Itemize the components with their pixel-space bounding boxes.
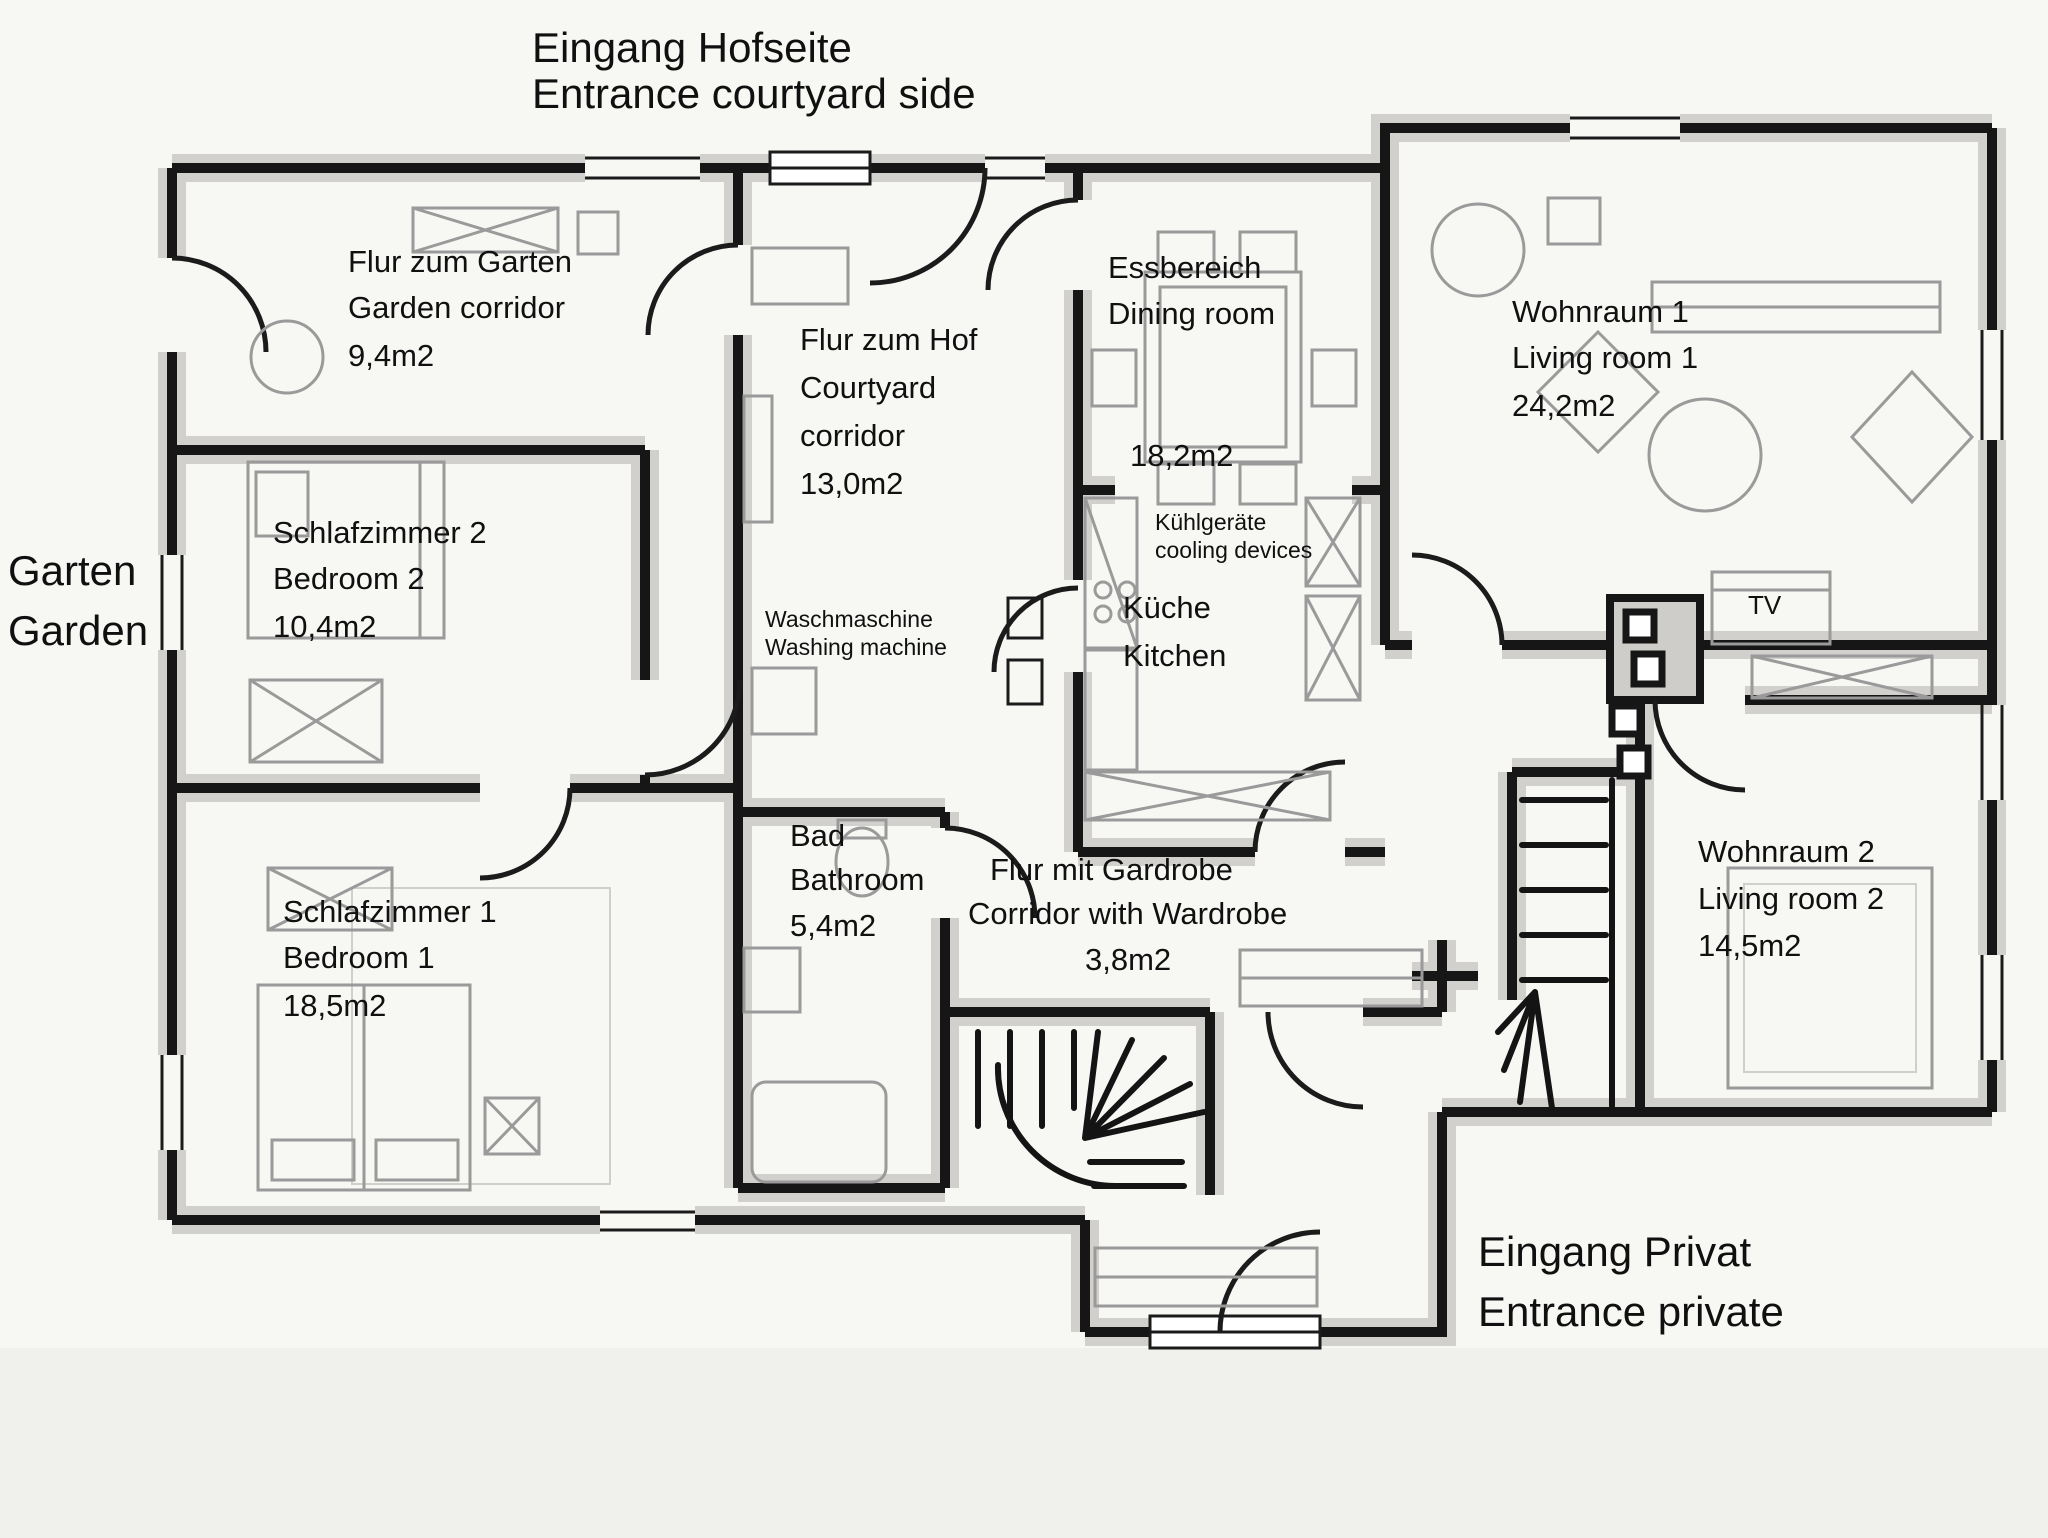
room-area-wardrobe-corridor: 3,8m2 — [1085, 942, 1172, 977]
room-label-wardrobe-corridor-en: Corridor with Wardrobe — [968, 896, 1288, 931]
room-label-wardrobe-corridor-de: Flur mit Gardrobe — [990, 852, 1233, 887]
label-garden-de: Garten — [8, 547, 137, 594]
scan-bottom-margin — [0, 1348, 2048, 1538]
room-label-living-room-2-en: Living room 2 — [1698, 881, 1885, 916]
annotation-cooling-devices-de: Kühlgeräte — [1155, 509, 1267, 535]
entrance-private-door — [1150, 1332, 1320, 1348]
room-label-bedroom-1-en: Bedroom 1 — [283, 940, 435, 975]
title-entrance-courtyard-de: Eingang Hofseite — [532, 24, 852, 71]
entrance-private-door — [1150, 1316, 1320, 1332]
entrance-courtyard-door — [770, 152, 870, 168]
room-label-bedroom-2-de: Schlafzimmer 2 — [273, 515, 487, 550]
annotation-cooling-devices-en: cooling devices — [1155, 537, 1313, 563]
room-label-dining-en: Dining room — [1108, 296, 1276, 331]
annotation-washing-machine-en: Washing machine — [765, 634, 947, 660]
room-area-living-room-2: 14,5m2 — [1698, 928, 1802, 963]
room-label-living-room-1-de: Wohnraum 1 — [1512, 294, 1689, 329]
room-label-living-room-1-en: Living room 1 — [1512, 340, 1699, 375]
room-area-bedroom-2: 10,4m2 — [273, 609, 377, 644]
label-entrance-private-de: Eingang Privat — [1478, 1228, 1752, 1275]
room-label-kitchen-en: Kitchen — [1123, 638, 1227, 673]
room-area-bathroom: 5,4m2 — [790, 908, 877, 943]
room-area-living-room-1: 24,2m2 — [1512, 388, 1616, 423]
entrance-courtyard-door — [770, 168, 870, 184]
room-label-bathroom-en: Bathroom — [790, 862, 925, 897]
room-label-courtyard-corridor-de: Flur zum Hof — [800, 322, 978, 357]
room-label-living-room-2-de: Wohnraum 2 — [1698, 834, 1875, 869]
room-label-bathroom-de: Bad — [790, 818, 846, 853]
room-area-courtyard-corridor: 13,0m2 — [800, 466, 904, 501]
room-label-garden-corridor-de: Flur zum Garten — [348, 244, 572, 279]
title-entrance-courtyard-en: Entrance courtyard side — [532, 70, 976, 117]
room-label-bedroom-2-en: Bedroom 2 — [273, 561, 425, 596]
label-garden-en: Garden — [8, 607, 149, 654]
room-label-courtyard-corridor-en2: corridor — [800, 418, 906, 453]
room-area-garden-corridor: 9,4m2 — [348, 338, 435, 373]
room-label-garden-corridor-en: Garden corridor — [348, 290, 566, 325]
room-area-dining: 18,2m2 — [1130, 438, 1234, 473]
room-label-kitchen-de: Küche — [1123, 590, 1211, 625]
annotation-tv: TV — [1748, 590, 1782, 620]
room-label-courtyard-corridor-en1: Courtyard — [800, 370, 937, 405]
room-label-bedroom-1-de: Schlafzimmer 1 — [283, 894, 497, 929]
room-area-bedroom-1: 18,5m2 — [283, 988, 387, 1023]
room-label-dining-de: Essbereich — [1108, 250, 1262, 285]
label-entrance-private-en: Entrance private — [1478, 1288, 1784, 1335]
annotation-washing-machine-de: Waschmaschine — [765, 606, 933, 632]
